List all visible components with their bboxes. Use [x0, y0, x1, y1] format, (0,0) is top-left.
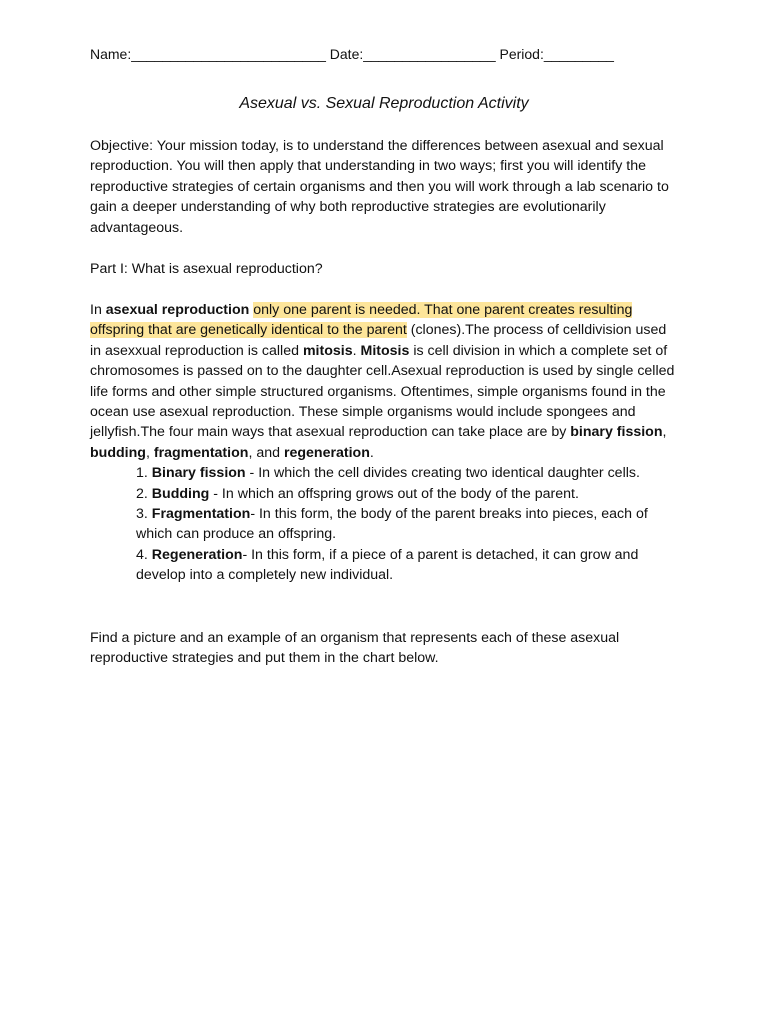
list-description: - In this form, the body of the parent breaks into pieces, each of which can produce an offspring. [136, 506, 648, 543]
list-item [136, 463, 678, 483]
list-term: Budding [151, 485, 210, 502]
paragraph-comma: , [145, 444, 154, 461]
paragraph-comma: , [662, 424, 667, 441]
list-description: - In this form, if a piece of a parent is detached, it can grow and develop into a completely new individual. [136, 546, 639, 584]
term-regeneration: regeneration [283, 444, 370, 461]
term-fragmentation: fragmentation [153, 444, 249, 461]
list-number: 3. [136, 506, 152, 523]
list-term: Binary fission [151, 465, 246, 482]
term-budding: budding [90, 444, 146, 461]
list-item [136, 484, 678, 504]
part1-section [90, 259, 678, 279]
highlighted-definition: only one parent is needed. That one parent creates resulting offspring that are genetically identical to the parent [90, 302, 633, 339]
list-term: Fragmentation [151, 506, 251, 523]
list-description: - In which an offspring grows out of the body of the parent. [209, 485, 579, 502]
list-item [136, 545, 678, 586]
strategies-list [90, 463, 678, 585]
term-mitosis-definition: Mitosis [360, 342, 410, 359]
term-binary-fission: binary fission [570, 424, 663, 441]
list-term: Regeneration [151, 546, 243, 563]
paragraph-end: . [369, 444, 374, 461]
list-number: 4. [136, 546, 152, 563]
instruction-text: Find a picture and an example of an organism that represents each of these asexual reproductive strategies and put them in the chart below. [90, 630, 620, 667]
list-number: 2. [136, 485, 152, 502]
paragraph-and: , and [248, 444, 284, 461]
paragraph-clones: (clones).The process of celldivision used in asexxual reproduction is called [90, 322, 667, 359]
objective-text: Objective: Your mission today, is to understand the differences between asexual and sexual reproduction. You will then apply that understanding in two ways; first you will identify the reproductive strategies of certain organisms and then you will work through a lab scenario to gain a deeper understanding of why both reproductive strategies are evolutionarily advantageous. [90, 138, 669, 236]
paragraph-period: . [352, 342, 361, 359]
list-item [136, 504, 678, 545]
list-description: - In which the cell divides creating two identical daughter cells. [245, 465, 640, 482]
name-date-period-line: Name:_________________________ Date:_________________ Period:_________ [90, 46, 614, 62]
part1-heading: Part I: What is asexual reproduction? [90, 261, 323, 277]
term-asexual-reproduction: asexual reproduction [105, 302, 250, 318]
asexual-reproduction-section [90, 300, 678, 586]
term-mitosis: mitosis [302, 342, 353, 359]
objective-section [90, 136, 678, 238]
asexual-paragraph [90, 300, 678, 463]
list-number: 1. [136, 465, 152, 482]
paragraph-lead: In [90, 302, 106, 318]
instruction-section [90, 628, 678, 669]
paragraph-mitosis-description: is cell division in which a complete set of chromosomes is passed on to the daughter cell.Asexual reproduction is used by single celled life forms and other simple structured organisms. Oftentimes, simple organisms found in the ocean use asexual reproduction. These simple organisms would include spongees and jellyfish.The four main ways that asexual reproduction can take place are by [90, 342, 675, 441]
worksheet-title: Asexual vs. Sexual Reproduction Activity [239, 95, 529, 112]
